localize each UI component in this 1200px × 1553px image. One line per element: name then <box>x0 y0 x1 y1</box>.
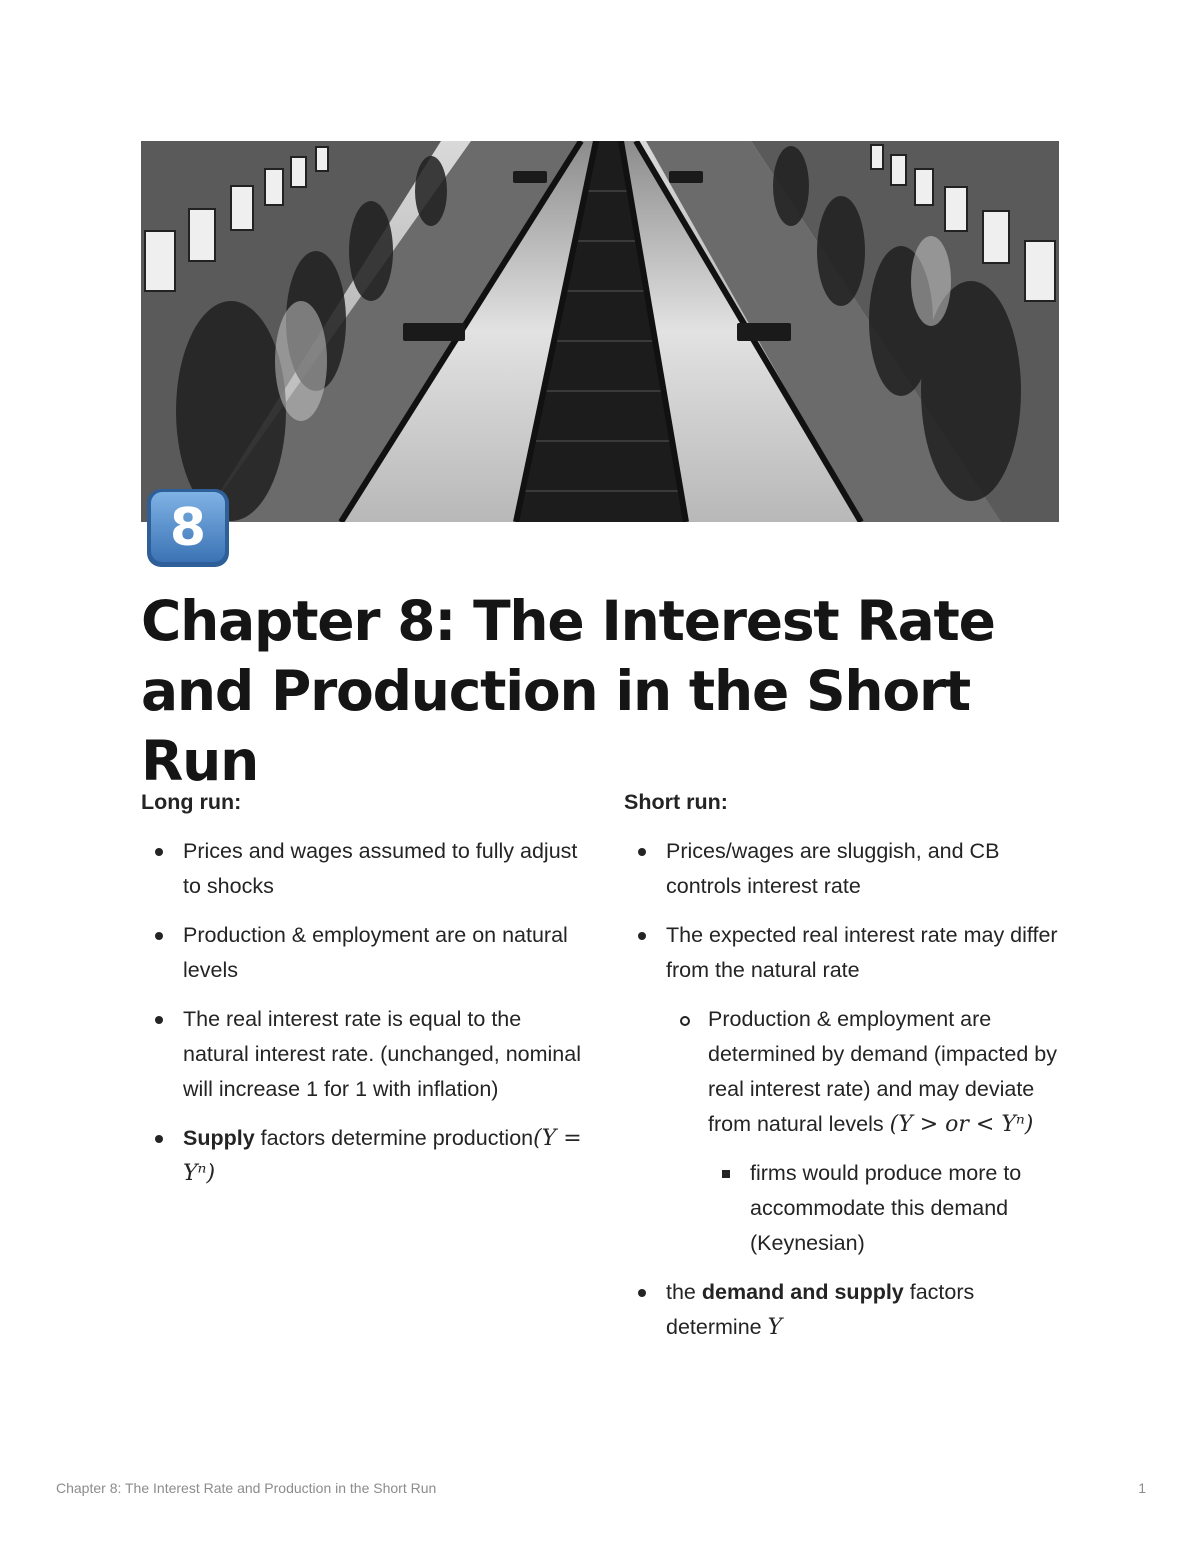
long-run-list <box>141 834 591 1191</box>
item-text: factors determine <box>666 1280 975 1339</box>
list-item-supply <box>141 1121 591 1191</box>
cover-image <box>141 141 1059 522</box>
item-text: The expected real interest rate may differ from the natural rate <box>666 923 1058 982</box>
chapter-number: 8 <box>169 498 207 558</box>
page-title: Chapter 8: The Interest Rate and Production in the Short Run <box>141 589 995 793</box>
list-item <box>624 918 1064 1261</box>
item-text: Production & employment are determined by demand (impacted by real interest rate) and may deviate from natural levels <box>708 1007 1057 1136</box>
bold-term: demand and supply <box>701 1280 904 1304</box>
short-run-column <box>624 785 1064 1359</box>
item-text: factors determine production <box>254 1126 534 1150</box>
page-number: 1 <box>1138 1480 1146 1496</box>
long-run-column <box>141 785 591 1205</box>
list-item: Prices/wages are sluggish, and CB controls interest rate <box>624 834 1064 904</box>
long-run-heading: Long run: <box>141 790 242 814</box>
nested-list <box>666 1002 1064 1261</box>
list-item-demand-supply <box>624 1275 1064 1345</box>
chapter-number-icon <box>146 488 230 568</box>
nested-list-item <box>666 1002 1064 1261</box>
item-prefix: the <box>666 1280 702 1304</box>
short-run-heading: Short run: <box>624 790 728 814</box>
math-expression: (Y > or < Yⁿ) <box>889 1112 1034 1137</box>
page-footer <box>56 1480 1146 1500</box>
nested-nested-list <box>708 1156 1064 1261</box>
escalator-photo <box>141 141 1059 522</box>
list-item: Production & employment are on natural levels <box>141 918 591 988</box>
short-run-list <box>624 834 1064 1345</box>
bold-term: Supply <box>183 1126 255 1150</box>
nested-nested-list-item: firms would produce more to accommodate this demand (Keynesian) <box>708 1156 1064 1261</box>
math-expression: Y <box>767 1315 783 1340</box>
math-expression: (Y = Yⁿ) <box>183 1126 582 1186</box>
list-item: The real interest rate is equal to the natural interest rate. (unchanged, nominal will increase 1 for 1 with inflation) <box>141 1002 591 1107</box>
footer-title: Chapter 8: The Interest Rate and Production in the Short Run <box>56 1480 437 1496</box>
list-item: Prices and wages assumed to fully adjust to shocks <box>141 834 591 904</box>
